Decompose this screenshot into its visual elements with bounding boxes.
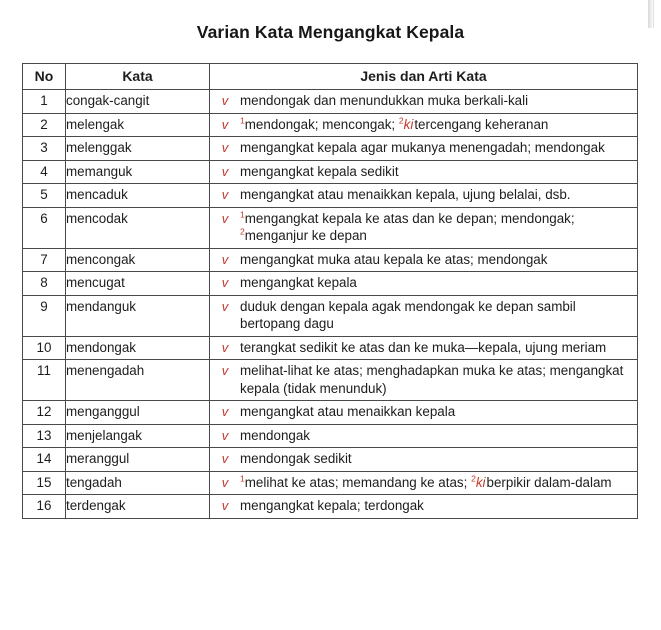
cell-arti xyxy=(210,448,638,472)
part-of-speech-marker: v xyxy=(221,298,229,314)
table-row xyxy=(23,448,638,472)
column-header-no: No xyxy=(23,64,66,90)
table-row xyxy=(23,336,638,360)
definition-segment: menganjur ke depan xyxy=(244,228,367,243)
definition-segment: mengangkat kepala ke atas dan ke depan; mendongak; xyxy=(244,210,575,226)
cell-kata: menjelangak xyxy=(66,424,210,448)
sense-number: 2 xyxy=(240,226,245,237)
definition-text xyxy=(240,92,637,110)
cell-no: 15 xyxy=(23,471,66,495)
part-of-speech-marker: v xyxy=(221,363,229,378)
part-of-speech-marker: v xyxy=(221,251,229,267)
definition-segment: mengangkat kepala xyxy=(240,275,357,290)
cell-no: 14 xyxy=(23,448,66,472)
definition-segment: terangkat sedikit ke atas dan ke muka—kepala, ujung meriam xyxy=(240,339,607,355)
cell-kata: menganggul xyxy=(66,401,210,425)
cell-no: 2 xyxy=(23,113,66,137)
cell-kata: mencugat xyxy=(66,272,210,296)
part-of-speech-marker: v xyxy=(221,210,229,226)
column-header-kata: Kata xyxy=(66,64,210,90)
cell-arti xyxy=(210,90,638,114)
definition-segment: mendongak dan menundukkan muka berkali-kali xyxy=(240,93,529,108)
cell-kata: mencodak xyxy=(66,207,210,248)
word-variants-table-container xyxy=(22,63,637,519)
definition-segment: melihat-lihat ke atas; menghadapkan muka ke atas; mengangkat kepala (tidak menunduk) xyxy=(240,363,624,396)
cell-arti xyxy=(210,160,638,184)
part-of-speech-marker: v xyxy=(221,140,229,155)
page-title: Varian Kata Mengangkat Kepala xyxy=(196,22,465,42)
table-row xyxy=(23,401,638,425)
cell-no: 9 xyxy=(23,295,66,336)
table-row xyxy=(23,360,638,401)
word-variants-table xyxy=(22,63,638,519)
definition-text xyxy=(240,450,637,468)
definition-text xyxy=(240,497,637,515)
definition-segment: mendongak xyxy=(240,427,310,443)
sense-number: 1 xyxy=(240,473,245,484)
part-of-speech-marker: v xyxy=(221,498,229,513)
definition-segment: duduk dengan kepala agak mendongak ke depan sambil bertopang dagu xyxy=(240,298,576,331)
table-row xyxy=(23,207,638,248)
table-row xyxy=(23,184,638,208)
definition-segment: mengangkat muka atau kepala ke atas; mendongak xyxy=(240,251,548,267)
cell-no: 1 xyxy=(23,90,66,114)
definition-text xyxy=(240,474,637,492)
cell-no: 11 xyxy=(23,360,66,401)
definition-segment: melihat ke atas; memandang ke atas; xyxy=(244,474,472,490)
definition-segment: mendongak sedikit xyxy=(240,451,352,466)
sense-number: 2 xyxy=(471,473,476,484)
part-of-speech-marker: v xyxy=(221,93,229,108)
cell-no: 6 xyxy=(23,207,66,248)
cell-kata: melengak xyxy=(66,113,210,137)
definition-segment: mengangkat kepala sedikit xyxy=(240,163,399,179)
cell-arti xyxy=(210,295,638,336)
cell-kata: mencaduk xyxy=(66,184,210,208)
definition-text xyxy=(240,274,637,292)
cell-kata: mendongak xyxy=(66,336,210,360)
part-of-speech-marker: v xyxy=(221,451,229,466)
cell-kata: meranggul xyxy=(66,448,210,472)
table-row xyxy=(23,248,638,272)
definition-text xyxy=(240,339,637,357)
cell-arti xyxy=(210,137,638,161)
part-of-speech-marker: v xyxy=(221,187,229,202)
cell-no: 4 xyxy=(23,160,66,184)
definition-segment: tercengang keheranan xyxy=(414,116,549,132)
table-row xyxy=(23,471,638,495)
usage-label-ki: ki xyxy=(475,474,486,490)
part-of-speech-marker: v xyxy=(221,275,229,290)
cell-no: 7 xyxy=(23,248,66,272)
definition-text xyxy=(240,362,637,397)
cell-arti xyxy=(210,184,638,208)
cell-kata: menengadah xyxy=(66,360,210,401)
cell-kata: mencongak xyxy=(66,248,210,272)
sense-number: 1 xyxy=(240,209,245,220)
cell-arti xyxy=(210,248,638,272)
cell-no: 10 xyxy=(23,336,66,360)
part-of-speech-marker: v xyxy=(221,116,229,132)
cell-no: 5 xyxy=(23,184,66,208)
table-row xyxy=(23,424,638,448)
cell-arti xyxy=(210,401,638,425)
definition-text xyxy=(240,210,637,245)
cell-kata: melenggak xyxy=(66,137,210,161)
usage-label-ki: ki xyxy=(403,116,414,132)
cell-arti xyxy=(210,113,638,137)
cell-kata: mendanguk xyxy=(66,295,210,336)
definition-text xyxy=(240,298,637,333)
definition-text xyxy=(240,163,637,181)
definition-text xyxy=(240,427,637,445)
cell-no: 13 xyxy=(23,424,66,448)
definition-segment: mengangkat atau menaikkan kepala, ujung belalai, dsb. xyxy=(240,187,571,202)
definition-segment: mengangkat kepala agar mukanya menengadah; mendongak xyxy=(240,140,605,155)
table-row xyxy=(23,160,638,184)
sense-number: 1 xyxy=(240,115,245,126)
cell-kata: terdengak xyxy=(66,495,210,519)
cell-no: 3 xyxy=(23,137,66,161)
cell-arti xyxy=(210,207,638,248)
cell-arti xyxy=(210,360,638,401)
cell-arti xyxy=(210,471,638,495)
table-header-row xyxy=(23,64,638,90)
cell-no: 16 xyxy=(23,495,66,519)
definition-text xyxy=(240,139,637,157)
part-of-speech-marker: v xyxy=(221,474,229,490)
definition-text xyxy=(240,403,637,421)
part-of-speech-marker: v xyxy=(221,404,229,419)
part-of-speech-marker: v xyxy=(221,163,229,179)
definition-segment: mengangkat atau menaikkan kepala xyxy=(240,404,456,419)
definition-segment: mendongak; mencongak; xyxy=(244,116,399,132)
cell-arti xyxy=(210,336,638,360)
cell-no: 8 xyxy=(23,272,66,296)
sense-number: 2 xyxy=(398,115,404,126)
column-header-arti: Jenis dan Arti Kata xyxy=(210,64,638,90)
part-of-speech-marker: v xyxy=(221,339,229,355)
table-body xyxy=(23,90,638,519)
table-row xyxy=(23,295,638,336)
table-row xyxy=(23,113,638,137)
definition-segment: berpikir dalam-dalam xyxy=(486,474,612,490)
table-row xyxy=(23,90,638,114)
table-row xyxy=(23,137,638,161)
definition-text xyxy=(240,186,637,204)
cell-arti xyxy=(210,424,638,448)
definition-text xyxy=(240,251,637,269)
cell-arti xyxy=(210,272,638,296)
definition-text xyxy=(240,116,637,134)
part-of-speech-marker: v xyxy=(221,427,229,443)
table-row xyxy=(23,272,638,296)
cell-arti xyxy=(210,495,638,519)
cell-kata: tengadah xyxy=(66,471,210,495)
cell-kata: memanguk xyxy=(66,160,210,184)
table-row xyxy=(23,495,638,519)
cell-kata: congak-cangit xyxy=(66,90,210,114)
definition-segment: mengangkat kepala; terdongak xyxy=(240,498,424,513)
cell-no: 12 xyxy=(23,401,66,425)
